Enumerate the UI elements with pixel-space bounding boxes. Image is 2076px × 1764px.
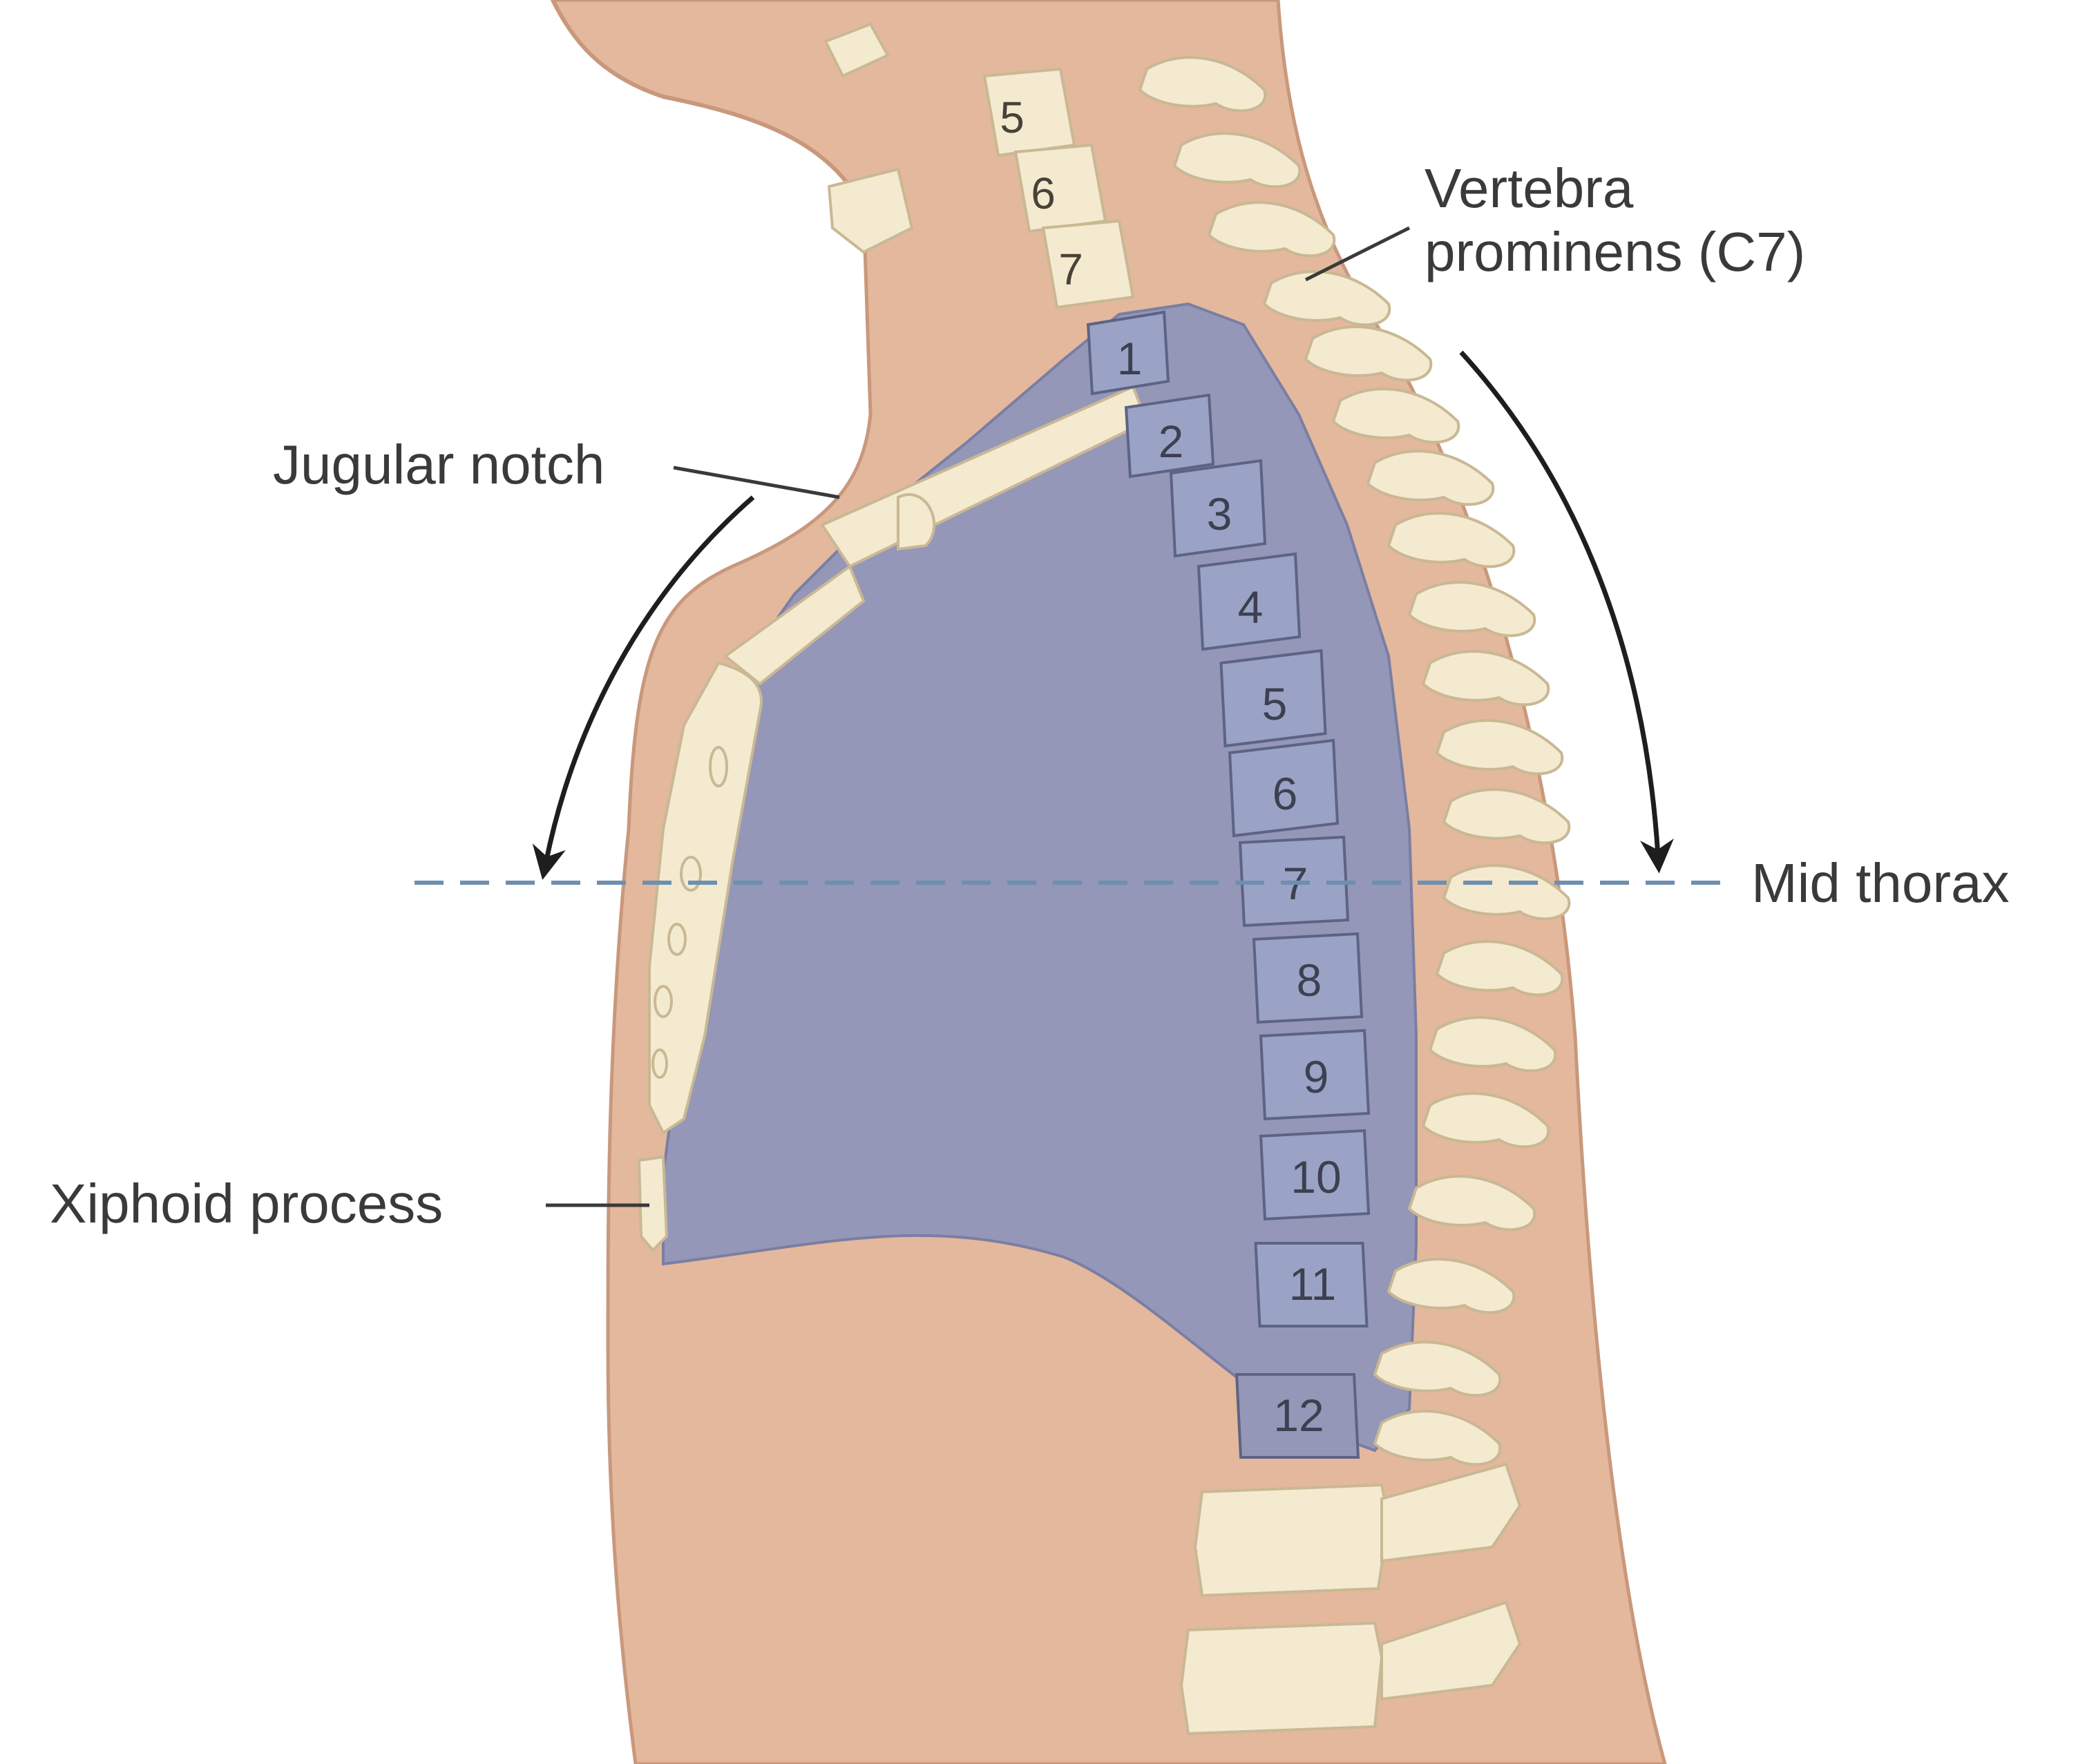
thoracic-number-8: 8 xyxy=(1296,955,1322,1006)
cervical-vertebra-7 xyxy=(1043,221,1133,307)
jugular-notch-label: Jugular notch xyxy=(273,434,605,495)
thoracic-number-11: 11 xyxy=(1288,1258,1337,1310)
cervical-vertebra-5 xyxy=(984,69,1074,155)
cervical-number-6: 6 xyxy=(1031,169,1056,218)
cervical-number-7: 7 xyxy=(1058,245,1083,294)
cervical-vertebra-6 xyxy=(1016,145,1105,231)
mid-thorax-label: Mid thorax xyxy=(1751,852,2010,914)
cervical-number-5: 5 xyxy=(1000,93,1025,142)
thoracic-number-10: 10 xyxy=(1291,1151,1342,1202)
thoracic-number-4: 4 xyxy=(1237,582,1264,633)
thoracic-number-3: 3 xyxy=(1206,488,1232,539)
thoracic-number-12: 12 xyxy=(1273,1390,1324,1441)
thoracic-number-6: 6 xyxy=(1272,768,1298,819)
vertebra-prominens-label-line1: Vertebra xyxy=(1425,157,1634,219)
xiphoid-process-label: Xiphoid process xyxy=(50,1173,444,1234)
thoracic-number-2: 2 xyxy=(1158,416,1184,467)
thoracic-number-5: 5 xyxy=(1261,678,1288,729)
thoracic-number-9: 9 xyxy=(1303,1051,1329,1102)
thoracic-number-1: 1 xyxy=(1116,333,1143,384)
thoracic-number-7: 7 xyxy=(1282,858,1308,909)
jugular-notch-leader xyxy=(674,468,839,497)
vertebra-prominens-label-line2: prominens (C7) xyxy=(1425,221,1806,282)
